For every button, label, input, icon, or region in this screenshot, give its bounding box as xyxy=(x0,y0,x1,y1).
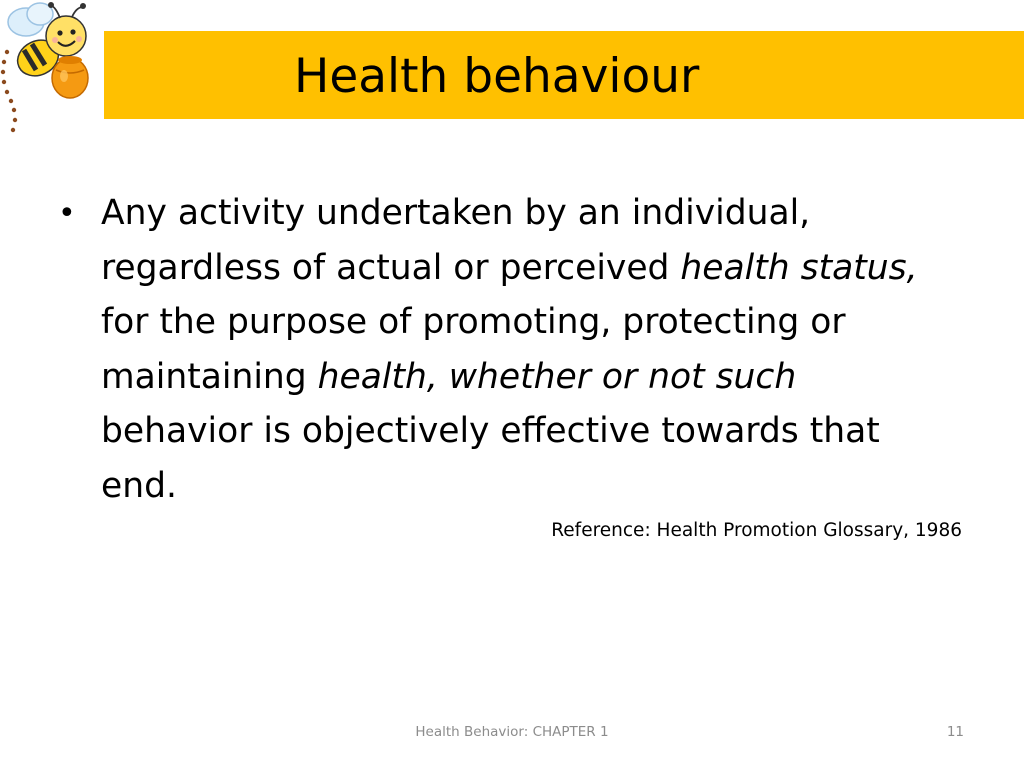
definition-line xyxy=(101,404,981,459)
definition-line-6: end. xyxy=(101,465,177,506)
definition-text xyxy=(101,186,981,513)
definition-line xyxy=(101,241,981,296)
definition-line xyxy=(101,350,981,405)
slide-number: 11 xyxy=(946,724,964,740)
bullet-point: • xyxy=(58,196,76,231)
definition-line-1: Any activity undertaken by an individual, xyxy=(101,193,811,233)
title-bar xyxy=(104,31,1024,119)
bee-icon xyxy=(0,0,110,140)
definition-line xyxy=(101,459,981,514)
definition-line-3: for the purpose of promoting, protecting or xyxy=(101,302,846,342)
definition-line-4: maintaining xyxy=(101,356,318,397)
slide-title: Health behaviour xyxy=(294,49,700,104)
definition-line xyxy=(101,295,981,350)
definition-line-5: behavior is objectively effective towards that xyxy=(101,411,880,451)
definition-line-2: regardless of actual or perceived xyxy=(101,247,681,288)
definition-emphasis-2: health, whether or not such xyxy=(317,356,797,397)
definition-emphasis-1: health status, xyxy=(680,247,918,288)
definition-line xyxy=(101,186,981,241)
reference-citation: Reference: Health Promotion Glossary, 1986 xyxy=(551,520,962,541)
footer-text: Health Behavior: CHAPTER 1 xyxy=(415,724,609,740)
flight-trail xyxy=(1,50,17,132)
